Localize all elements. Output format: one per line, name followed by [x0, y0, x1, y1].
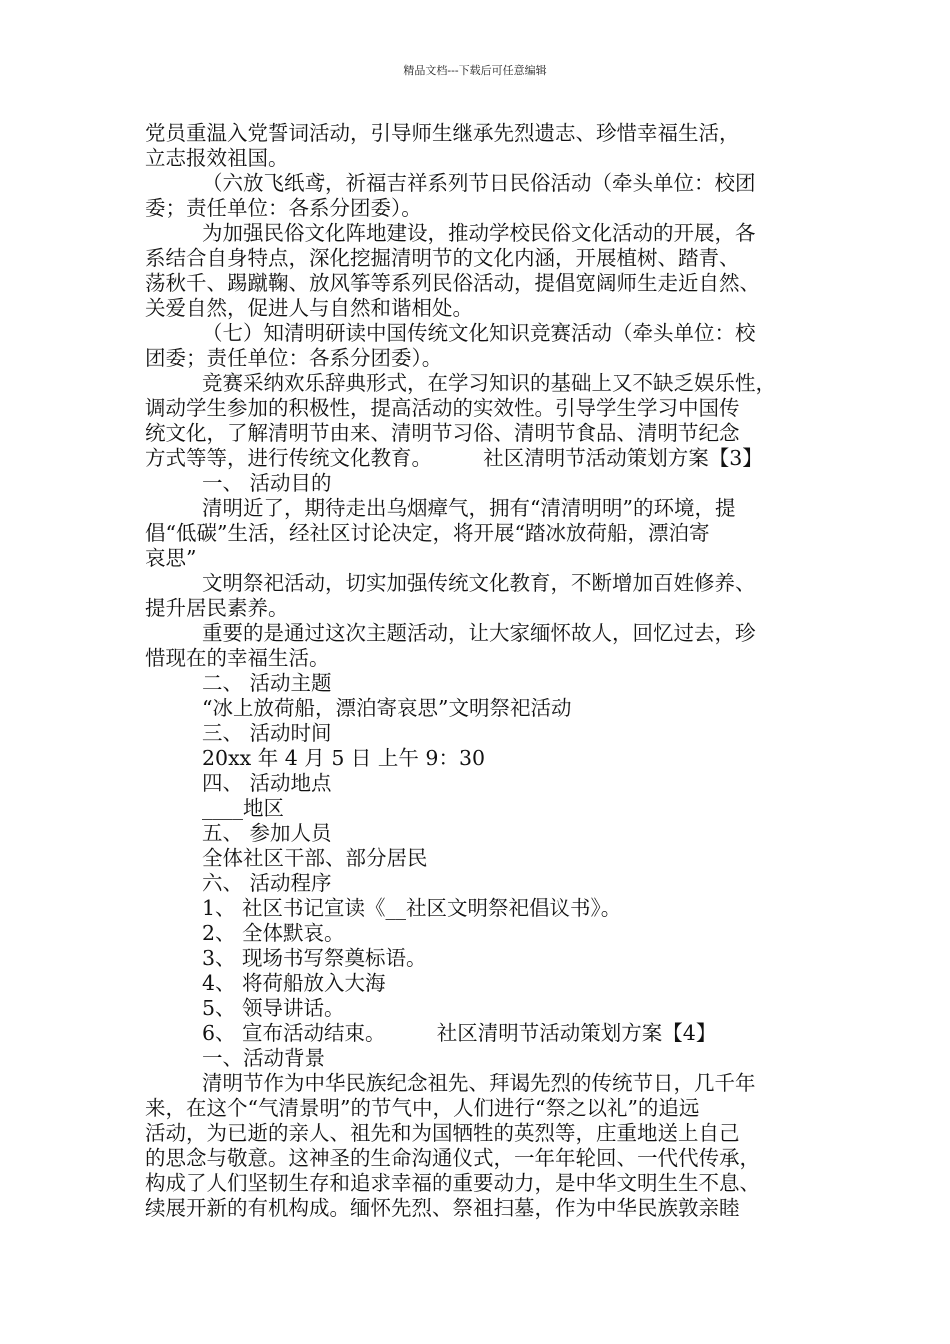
text-line: 构成了人们坚韧生存和追求幸福的重要动力，是中华文明生生不息、 [145, 1171, 760, 1195]
text-line: 的思念与敬意。这神圣的生命沟通仪式，一年年轮回、一代代传承， [145, 1146, 760, 1170]
text-line: 系结合自身特点，深化挖掘清明节的文化内涵，开展植树、踏青、 [145, 246, 740, 270]
document-body [145, 121, 825, 1221]
text-line: ____地区 [202, 796, 284, 820]
text-line: 续展开新的有机构成。缅怀先烈、祭祖扫墓，作为中华民族敦亲睦 [145, 1196, 740, 1220]
text-line: 惜现在的幸福生活。 [145, 646, 330, 670]
text-line: 关爱自然，促进人与自然和谐相处。 [145, 296, 473, 320]
text-line: 6、 宣布活动结束。 社区清明节活动策划方案【4】 [202, 1021, 717, 1045]
text-line: 三、 活动时间 [202, 721, 332, 745]
text-line: 调动学生参加的积极性，提高活动的实效性。引导学生学习中国传 [145, 396, 740, 420]
text-line: 竞赛采纳欢乐辞典形式，在学习知识的基础上又不缺乏娱乐性， [202, 371, 776, 395]
text-line: “冰上放荷船，漂泊寄哀思”文明祭祀活动 [202, 696, 572, 720]
text-line: 荡秋千、踢蹴鞠、放风筝等系列民俗活动，提倡宽阔师生走近自然、 [145, 271, 760, 295]
text-line: 四、 活动地点 [202, 771, 332, 795]
text-line: 倡“低碳”生活，经社区讨论决定，将开展“踏冰放荷船，漂泊寄 [145, 521, 710, 545]
text-line: 4、 将荷船放入大海 [202, 971, 386, 995]
text-line: 党员重温入党誓词活动，引导师生继承先烈遗志、珍惜幸福生活， [145, 121, 740, 145]
text-line: （六放飞纸鸢，祈福吉祥系列节日民俗活动（牵头单位：校团 [202, 171, 756, 195]
text-line: 方式等等，进行传统文化教育。 社区清明节活动策划方案【3】 [145, 446, 763, 470]
text-line: 5、 领导讲话。 [202, 996, 345, 1020]
text-line: 20xx 年 4 月 5 日 上午 9：30 [202, 746, 486, 770]
text-line: 重要的是通过这次主题活动，让大家缅怀故人，回忆过去，珍 [202, 621, 756, 645]
text-line: 活动，为已逝的亲人、祖先和为国牺牲的英烈等，庄重地送上自己 [145, 1121, 740, 1145]
text-line: 清明近了，期待走出乌烟瘴气，拥有“清清明明”的环境，提 [202, 496, 736, 520]
text-line: 全体社区干部、部分居民 [202, 846, 428, 870]
text-line: 哀思” [145, 546, 197, 570]
text-line: 立志报效祖国。 [145, 146, 289, 170]
text-line: 统文化，了解清明节由来、清明节习俗、清明节食品、清明节纪念 [145, 421, 740, 445]
text-line: 二、 活动主题 [202, 671, 332, 695]
text-line: 团委；责任单位：各系分团委）。 [145, 346, 443, 370]
text-line: 一、活动背景 [202, 1046, 325, 1070]
text-line: 六、 活动程序 [202, 871, 332, 895]
text-line: 文明祭祀活动，切实加强传统文化教育，不断增加百姓修养、 [202, 571, 756, 595]
text-line: 提升居民素养。 [145, 596, 289, 620]
text-line: 3、 现场书写祭奠标语。 [202, 946, 427, 970]
text-line: 清明节作为中华民族纪念祖先、拜谒先烈的传统节日，几千年 [202, 1071, 756, 1095]
page-header: 精品文档---下载后可任意编辑 [403, 64, 547, 77]
text-line: 一、 活动目的 [202, 471, 332, 495]
text-line: 1、 社区书记宣读《__社区文明祭祀倡议书》。 [202, 896, 622, 920]
text-line: 2、 全体默哀。 [202, 921, 345, 945]
text-line: 为加强民俗文化阵地建设，推动学校民俗文化活动的开展，各 [202, 221, 756, 245]
text-line: （七）知清明研读中国传统文化知识竞赛活动（牵头单位：校 [202, 321, 756, 345]
text-line: 委；责任单位：各系分团委）。 [145, 196, 422, 220]
text-line: 来，在这个“气清景明”的节气中，人们进行“祭之以礼”的追远 [145, 1096, 700, 1120]
text-line: 五、 参加人员 [202, 821, 332, 845]
